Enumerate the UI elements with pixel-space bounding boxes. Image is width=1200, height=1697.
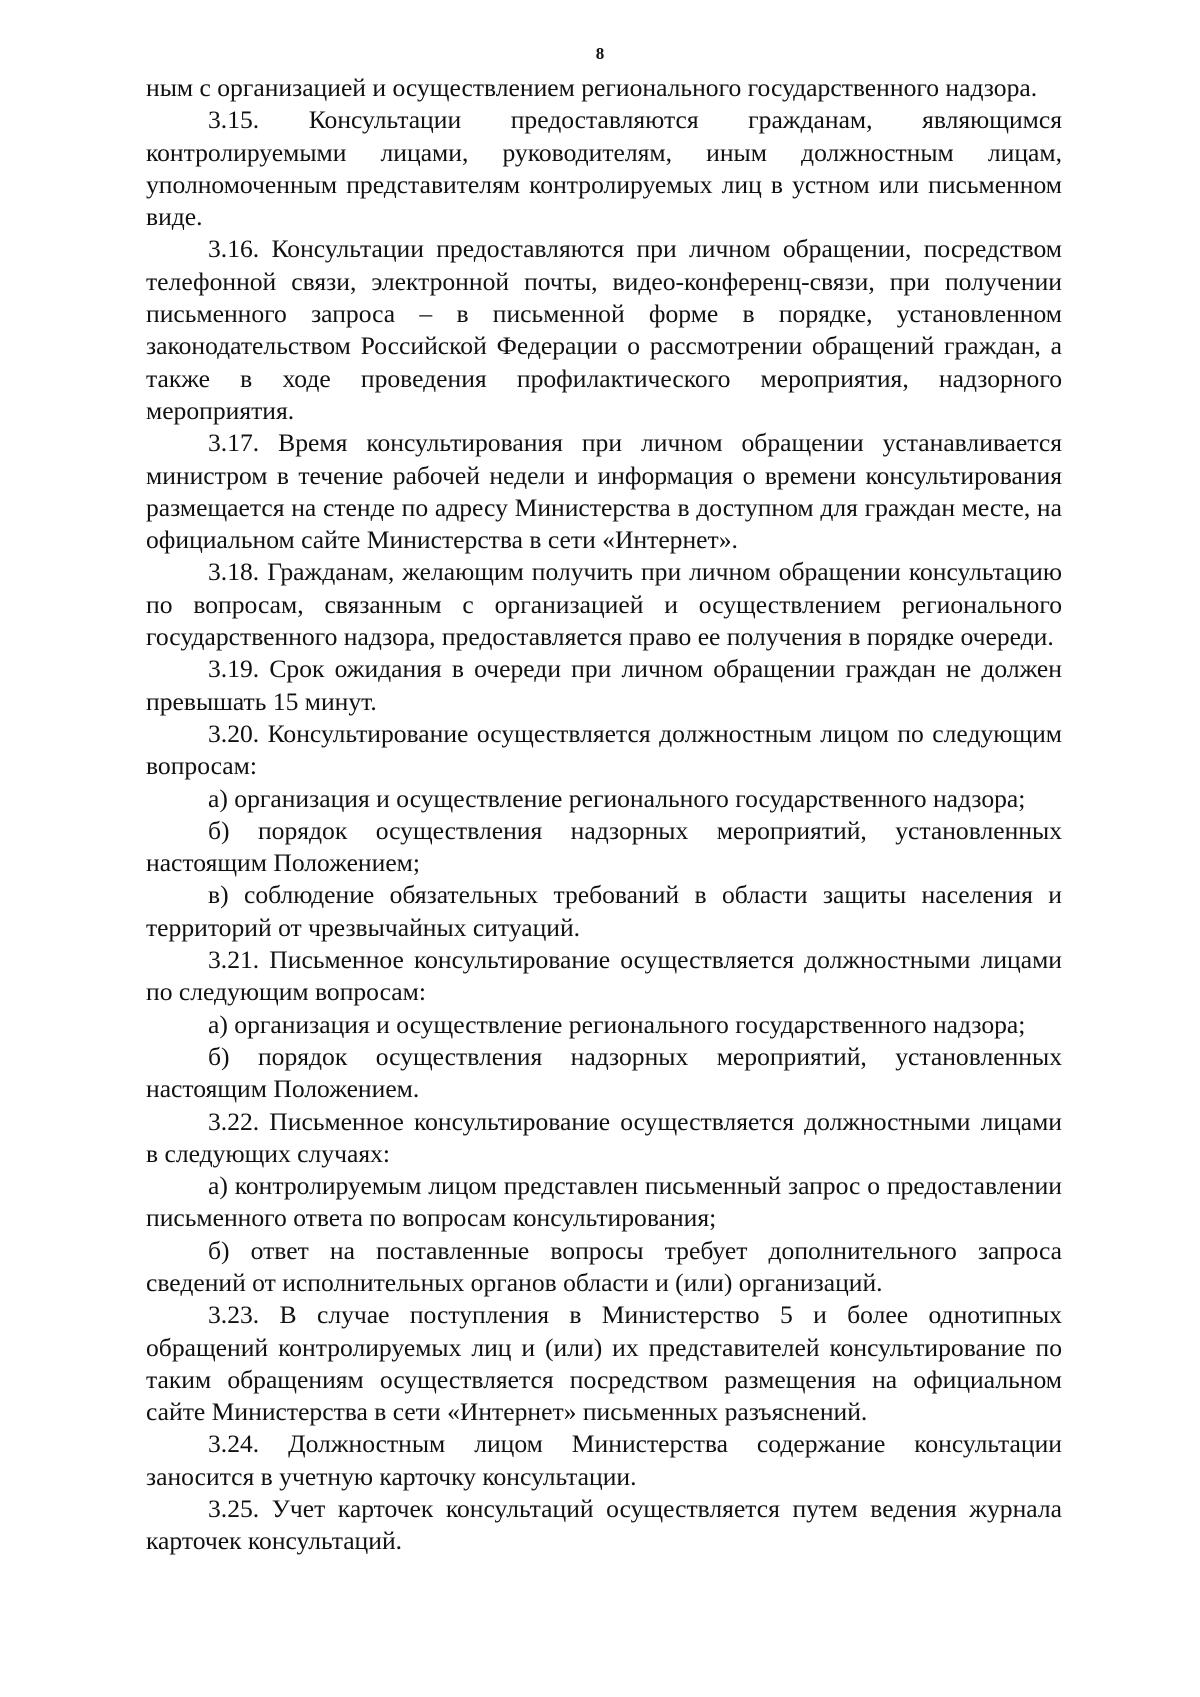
list-item-3-21-b: б) порядок осуществления надзорных мероприятий, установленных настоящим Положением. bbox=[146, 1041, 1062, 1104]
paragraph-3-19: 3.19. Срок ожидания в очереди при личном обращении граждан не должен превышать 15 минут. bbox=[146, 654, 1062, 716]
paragraph-3-22: 3.22. Письменное консультирование осуществляется должностными лицами в следующих случаях: bbox=[146, 1106, 1062, 1168]
paragraph-3-20: 3.20. Консультирование осуществляется должностным лицом по следующим вопросам: bbox=[146, 718, 1062, 781]
list-item-3-21-a: а) организация и осуществление регионального государственного надзора; bbox=[208, 1009, 1026, 1039]
list-item-3-20-a: а) организация и осуществление регионального государственного надзора; bbox=[208, 783, 1026, 813]
list-item-3-20-b: б) порядок осуществления надзорных мероприятий, установленных настоящим Положением; bbox=[146, 815, 1062, 878]
paragraph-3-18: 3.18. Гражданам, желающим получить при личном обращении консультацию по вопросам, связанным с организацией и осуществлением регионального государственного надзора, предоставляется право ее получения в порядке очереди. bbox=[146, 557, 1062, 652]
paragraph-3-24: 3.24. Должностным лицом Министерства содержание консультации заносится в учетную карточку консультации. bbox=[146, 1429, 1062, 1491]
list-item-3-22-a: а) контролируемым лицом представлен письменный запрос о предоставлении письменного ответа по вопросам консультирования; bbox=[146, 1171, 1062, 1233]
paragraph-3-21: 3.21. Письменное консультирование осуществляется должностными лицами по следующим вопросам: bbox=[146, 945, 1062, 1007]
paragraph-3-25: 3.25. Учет карточек консультаций осуществляется путем ведения журнала карточек консультаций. bbox=[146, 1494, 1062, 1556]
paragraph-3-15: 3.15. Консультации предоставляются гражданам, являющимся контролируемыми лицами, руководителям, иным должностным лицам, уполномоченным представителям контролируемых лиц в устном или письменном виде. bbox=[146, 105, 1062, 232]
list-item-3-22-b: б) ответ на поставленные вопросы требует дополнительного запроса сведений от исполнительных органов области и (или) организаций. bbox=[146, 1235, 1062, 1297]
paragraph-3-16: 3.16. Консультации предоставляются при личном обращении, посредством телефонной связи, электронной почты, видео-конференц-связи, при получении письменного запроса – в письменной форме в порядке, установленном законодательством Российской Федерации о рассмотрении обращений граждан, а также в ходе проведения профилактического мероприятия, надзорного мероприятия. bbox=[146, 234, 1062, 425]
document-body bbox=[146, 72, 1062, 1558]
page-number: 8 bbox=[595, 44, 605, 63]
list-item-3-20-v: в) соблюдение обязательных требований в области защиты населения и территорий от чрезвычайных ситуаций. bbox=[146, 880, 1062, 942]
paragraph-3-23: 3.23. В случае поступления в Министерство 5 и более однотипных обращений контролируемых лиц и (или) их представителей консультирование по таким обращениям осуществляется посредством размещения на официальном сайте Министерства в сети «Интернет» письменных разъяснений. bbox=[146, 1300, 1062, 1427]
paragraph-3-17: 3.17. Время консультирования при личном обращении устанавливается министром в течение рабочей недели и информация о времени консультирования размещается на стенде по адресу Министерства в доступном для граждан месте, на официальном сайте Министерства в сети «Интернет». bbox=[146, 428, 1062, 555]
paragraph-continuation: ным с организацией и осуществлением регионального государственного надзора. bbox=[146, 73, 1038, 102]
